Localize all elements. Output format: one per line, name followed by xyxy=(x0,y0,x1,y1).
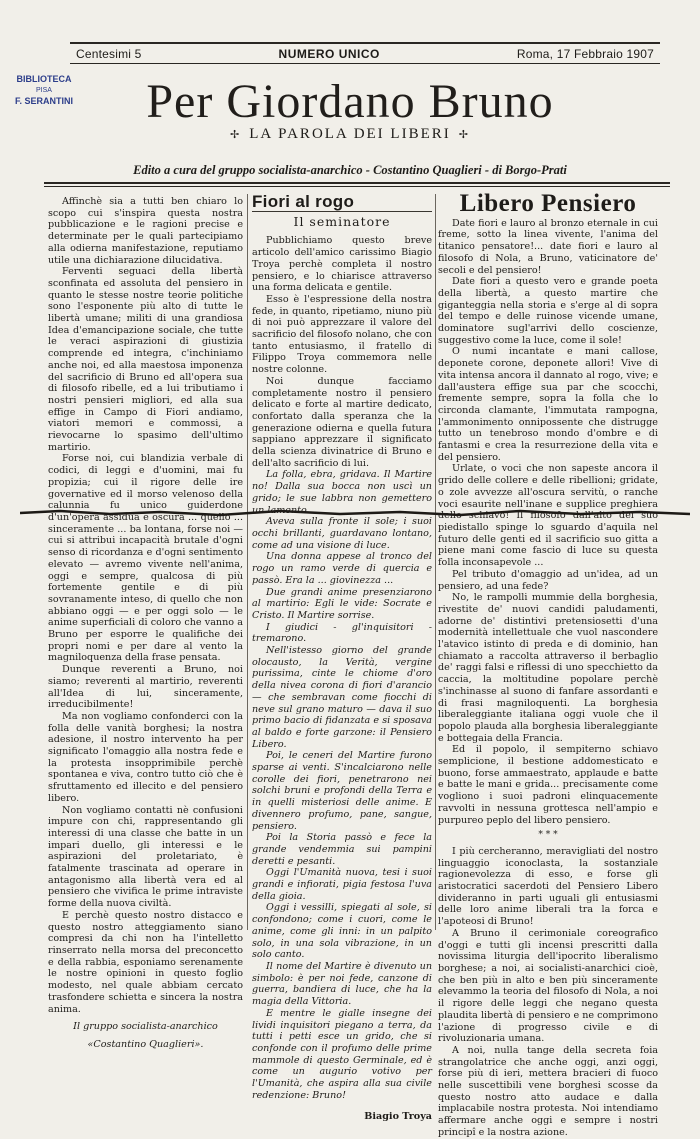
paragraph: A noi, nulla tange della secreta foia strangolatrice che anche oggi, anzi oggi, forse più di ieri, mettera bracieri di fuoco nelle suscettibili vene borghesi scosse da questo nostro atto audace e dalla implacabile nostra protesta. Noi intendiamo affermare anche oggi e sempre i nostri principî e la nostra azione. xyxy=(438,1044,658,1138)
paragraph: Date fiori a questo vero e grande poeta della libertà, a questo martire che giganteggia nella storia e s'erge al di sopra del tempo e delle ruinose vicende umane, dominatore sugl'arrivi dello coscienze, suggestivo come la luce, come il sole! xyxy=(438,276,658,346)
poem-stanza: Aveva sulla fronte il sole; i suoi occhi brillanti, guardavano lontano, come ad una visione di luce. xyxy=(252,516,432,551)
paragraph: I più cercheranno, meravigliati del nostro linguaggio iconoclasta, la sostanziale ragionevolezza di esso, e forse gli aristocratici sacerdoti del Pensiero Libero divideranno in parti uguali gli entusiasmi delle loro anime liberali tra la forca e l'apoteosi di Bruno! xyxy=(438,845,658,928)
poem-stanza: Poi la Storia passò e fece la grande vendemmia sui pampini deretti e pesanti. xyxy=(252,832,432,867)
column-fiori-al-rogo xyxy=(252,192,432,1123)
paragraph: Pel tributo d'omaggio ad un'idea, ad un pensiero, ad una fede? xyxy=(438,568,658,592)
masthead-title: Per Giordano Bruno xyxy=(146,75,554,128)
paragraph: Esso è l'espressione della nostra fede, in quanto, ripetiamo, niuno più di noi può apprezzare il valore del sacrificio del filosofo nolano, che con tanto entusiasmo, il fratello di Filippo Troya commemora nelle nostre colonne. xyxy=(252,293,432,376)
poem-stanza: Oggi l'Umanità nuova, tesi i suoi grandi e infiorati, pigia festosa l'uva della gioia. xyxy=(252,867,432,902)
price: Centesimi 5 xyxy=(76,46,142,61)
poem-stanza: Oggi i vessilli, spiegati al sole, si confondono; come i cuori, come le anime, come gli inni: in un palpito solo, in una sola vibrazione, in un solo canto. xyxy=(252,902,432,961)
paragraph: Noi dunque facciamo completamente nostro il pensiero delicato e forte al martire dedicato, confortato dalla speranza che la generazione odierna e quella futura sappiano apprezzare il significato della scienza divinatrice di Bruno e dell'alto sacrificio di lui. xyxy=(252,375,432,469)
paragraph: Ed il popolo, il sempiterno schiavo semplicione, il bestione addomesticato e buono, forse ammaestrato, applaude e batte e batte le mani e grida... precisamente come vogliono i suoi padroni elinquacemente ravvolti in nessuna grottesca nell'ampio e purpureo peplo del libero pensiero. xyxy=(438,744,658,826)
section-separator: * * * xyxy=(538,830,558,841)
column-editorial xyxy=(48,196,243,1051)
ornament-right-icon: ✢ xyxy=(458,129,470,141)
paragraph: Ma non vogliamo confonderci con la folla delle vanità borghesi; la nostra adesione, il nostro intervento ha per significato l'omaggio alla nostra fede e la protesta insopprimibile perchè spontanea e viva, contro tutto ciò che è sfruttamento ed illecito e del pensiero libero. xyxy=(48,710,243,804)
paragraph: E perchè questo nostro distacco e questo nostro atteggiamento siano compresi da chi non ha l'intelletto rinserrato nella morsa del preconcetto e della rabbia, esponiamo serenamente le nostre opinioni in questo foglio modesto, nel quale abbiam cercato trasfondere schietta e sincera la nostra anima. xyxy=(48,909,243,1015)
issue-date: Roma, 17 Febbraio 1907 xyxy=(516,46,654,61)
subtitle-text: LA PAROLA DEI LIBERI xyxy=(249,126,451,142)
article-subtitle: Il seminatore xyxy=(293,213,391,229)
editorial-line: Edito a cura del gruppo socialista-anarchico - Costantino Quaglieri - di Borgo-Prati xyxy=(133,163,567,177)
ornament-left-icon: ✢ xyxy=(230,129,242,141)
header-rule-thin xyxy=(44,186,670,187)
column-libero-pensiero xyxy=(438,190,658,1139)
paragraph: A Bruno il cerimoniale coreografico d'oggi e tutti gli incensi prescritti dalla novissima liturgia dell'ipocrito liberalismo borghese; a noi, ai socialisti-anarchici cioè, che ben più in alto e ben più sinceramente elevammo la teoria del filosofo di Nola, a noi il rigore delle leggi che negano questa plaudita libertà di pensiero e ne comprimono l'azione di progresso civile e di rivoluzionaria umana. xyxy=(438,927,658,1045)
paragraph: Dunque reverenti a Bruno, noi siamo; reverenti al martirio, reverenti all'Idea di lui, sinceramente, irreducibilmente! xyxy=(48,664,243,711)
paper-tear-crease xyxy=(20,506,690,520)
author-signature: Biagio Troya xyxy=(364,1111,432,1123)
paragraph: Non vogliamo contatti nè confusioni impure con chi, rappresentando gli interessi di una classe che batte in un impari duello, gli interessi e le aspirazioni del proletariato, è fatalmente trascinata ad operare in antagonismo alla libertà vera ed al pensiero che vivifica le prime intraviste forme della nuova civiltà. xyxy=(48,804,243,910)
stamp-line-1: BIBLIOTECA xyxy=(16,74,72,84)
paragraph: Affinchè sia a tutti ben chiaro lo scopo cui s'inspira questa nostra pubblicazione e le ragioni precise e determinate per le quali partecipiamo alla odierna manifestazione, reputiamo utile una dichiarazione dilucidativa. xyxy=(48,196,243,266)
poem-stanza: La folla, ebra, gridava. Il Martire no! Dalla sua bocca non uscì un grido; le sue labbra non gemettero un lamento. xyxy=(252,469,432,516)
column-divider xyxy=(247,194,248,930)
stamp-line-2: PISA xyxy=(36,87,52,94)
paragraph: No, le rampolli mummie della borghesia, rivestite de' nuovi candidi paludamenti, adorne de' distintivi pretensiosetti d'una modernità intellettuale che vuol nascondere l'atavico istinto di preda e di dominio, han chiamato a raccolta attraverso il berbaglio de' raggi falsi e riflessi di uno specchietto da caccia, la moltitudine popolare perchè s'inchinasse al suono di fanfare assordanti e di frasi magniloquenti. La borghesia liberaleggiante italiana oggi vuole che il popolo plauda alla borghesia liberaleggiante e bottegaia della Francia. xyxy=(438,592,658,744)
poem-stanza: Due grandi anime presenziarono al martirio: Egli le vide: Socrate e Cristo. Il Martire sorrise. xyxy=(252,586,432,621)
header-bar xyxy=(70,42,660,64)
paragraph: O numi incantate e mani callose, deponete corone, deponete allori! Vive di vita intensa ancora il dannato al rogo, vive; e dall'austera effige sua par che scocchi, fremente sempre, sopra la folla che lo circonda clamante, l'immutata rampogna, l'ammonimento onnipossente che distrugge tutto un tenebroso mondo d'ombre e di fantasmi e crea la resurrezione della vita e del pensiero. xyxy=(438,346,658,463)
paragraph: Urlate, o voci che non sapeste ancora il grido delle collere e delle ribellioni; gridate, o zole avvezze all'oscura servitù, o ranche voci esaurite nell'inane e supplice preghiera dello schiavo! Il filosofo dall'alto del suo piedistallo spinge lo sguardo d'aquila nel futuro delle genti ed il sacrificio suo gitta a piene mani come fascio di luce su questa folla inconsapevole ... xyxy=(438,463,658,569)
signature-line-2: «Costantino Quaglieri». xyxy=(87,1038,204,1050)
poem-stanza: Il nome del Martire è divenuto un simbolo: è per noi fede, canzone di guerra, bandiera di luce, che ha la magia della Vittoria. xyxy=(252,961,432,1008)
poem-stanza: Poi, le ceneri del Martire furono sparse ai venti. S'incalciarono nelle corolle dei fiori, penetrarono nei solchi bruni e profondi della Terra e in quelli misteriosi delle anime. E divennero profumo, pane, sangue, pensiero. xyxy=(252,750,432,832)
poem-stanza: E mentre le gialle insegne dei lividi inquisitori piegano a terra, da tutti i petti esce un grido, che si confonde con il profumo delle prime mammole di questo Germinale, ed è come un augurio votivo per l'Umanità, che aspira alla sua civile redenzione: Bruno! xyxy=(252,1007,432,1101)
masthead-subtitle xyxy=(0,126,700,143)
poem-stanza: Una donna appese al tronco del rogo un ramo verde di quercia e passò. Era la ... giovinezza ... xyxy=(252,551,432,586)
signature-line-1: Il gruppo socialista-anarchico xyxy=(73,1021,218,1033)
edition-label: NUMERO UNICO xyxy=(278,46,380,61)
paragraph: Date fiori e lauro al bronzo eternale in cui freme, sotto la linea vivente, l'anima del titanico pensatore!... date fiori e lauro al filosofo di Nola, a Bruno, vaticinatore de' secoli e del pensiero! xyxy=(438,217,658,276)
stamp-line-3: F. SERANTINI xyxy=(14,96,73,106)
article-title: Libero Pensiero xyxy=(459,190,637,217)
header-rule xyxy=(44,182,670,184)
poem-stanza: I giudici - gl'inquisitori - tremarono. xyxy=(252,621,432,645)
paragraph: Pubblichiamo questo breve articolo dell'amico carissimo Biagio Troya perchè completa il nostro pensiero, e lo chiarisce attraverso una forma delicata e gentile. xyxy=(252,235,432,294)
poem-stanza: Nell'istesso giorno del grande olocausto, la Verità, vergine purissima, cinte le chiome d'oro della nivea corona di fiori d'arancio — che sembravan come fiocchi di neve sul grano maturo — dava il suo primo bacio di fidanzata e si sposava al baldo e forte garzone: il Pensiero Libero. xyxy=(252,645,432,750)
paragraph: Ferventi seguaci della libertà sconfinata ed assoluta del pensiero in quanto le stesse nostre teorie politiche sono l'esponente più alto di tutte le libertà umane; militi di una grandiosa Idea d'emancipazione sociale, che tutte le veraci aspirazioni di giustizia comprende ed integra, c'inchiniamo anche noi, ed alla maestosa imponenza del sacrificio di Bruno ed all'opera sua di filosofo ribelle, ed a lui tributiamo i nostri pensieri migliori, ed alla sua effige in Campo di Fiori andiamo, viatori memori e commossi, a rievocarne lo spasimo dell'ultimo martirio. xyxy=(48,266,243,453)
article-title: Fiori al rogo xyxy=(252,196,432,212)
paragraph: Forse noi, cui blandizia verbale di codici, di leggi e d'uomini, mai fu propizia; cui il rigore delle ire governative ed il morso velenoso della calunnia fu unico guiderdone d'un'opera assidua e oscura ... quello ... sinceramente ... ba lontana, forse noi — cui si attribui incapacità brutale d'ogni senso di ricordanza e d'ogni sentimento elevato — avremo vivente nell'anima, oggi e sempre, qualcosa di più fortemente gentile e di più sovranamente inteso, di quello che non abbiano oggi — e per oggi solo — le anime superficiali di coloro che vanno a Bruno per esporre le qualifiche dei propri nomi e per dare al vento la magniloquenza della frase pensata. xyxy=(48,453,243,664)
column-divider xyxy=(435,194,436,930)
